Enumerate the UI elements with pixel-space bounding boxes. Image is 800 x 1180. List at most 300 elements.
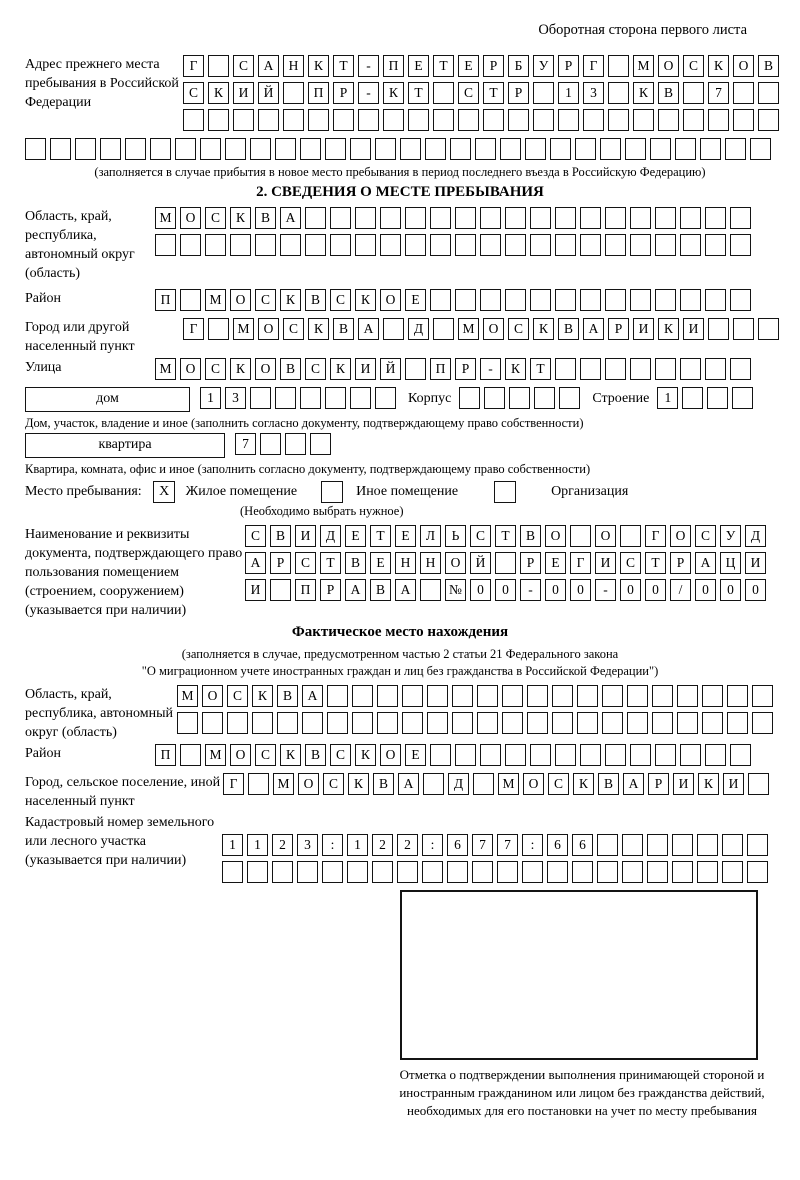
char-box[interactable]: Е [395, 525, 416, 547]
char-box[interactable]: 1 [558, 82, 579, 104]
char-box[interactable] [350, 387, 371, 409]
char-box[interactable] [377, 712, 398, 734]
char-box[interactable]: Е [405, 744, 426, 766]
char-box[interactable]: К [230, 358, 251, 380]
char-box[interactable] [427, 712, 448, 734]
char-box[interactable]: В [270, 525, 291, 547]
char-box[interactable]: О [445, 552, 466, 574]
char-box[interactable] [397, 861, 418, 883]
char-box[interactable] [383, 109, 404, 131]
char-box[interactable] [730, 207, 751, 229]
char-box[interactable] [597, 861, 618, 883]
char-box[interactable] [330, 234, 351, 256]
char-box[interactable] [183, 109, 204, 131]
char-box[interactable]: Г [583, 55, 604, 77]
char-box[interactable] [305, 234, 326, 256]
char-box[interactable] [527, 685, 548, 707]
char-box[interactable] [208, 318, 229, 340]
char-box[interactable]: Р [670, 552, 691, 574]
char-box[interactable]: М [633, 55, 654, 77]
char-box[interactable]: 3 [225, 387, 246, 409]
char-box[interactable] [333, 109, 354, 131]
char-box[interactable]: А [583, 318, 604, 340]
char-box[interactable] [505, 234, 526, 256]
char-box[interactable] [408, 109, 429, 131]
char-box[interactable]: 1 [347, 834, 368, 856]
char-box[interactable] [425, 138, 446, 160]
char-box[interactable] [205, 234, 226, 256]
char-box[interactable] [505, 289, 526, 311]
char-box[interactable]: Г [223, 773, 244, 795]
char-box[interactable]: М [155, 207, 176, 229]
char-box[interactable] [322, 861, 343, 883]
char-box[interactable]: К [573, 773, 594, 795]
char-box[interactable]: И [245, 579, 266, 601]
char-box[interactable]: Р [558, 55, 579, 77]
char-box[interactable] [509, 387, 530, 409]
char-box[interactable] [452, 712, 473, 734]
char-box[interactable] [355, 207, 376, 229]
char-box[interactable] [608, 55, 629, 77]
char-box[interactable] [733, 109, 754, 131]
char-box[interactable]: Г [183, 318, 204, 340]
char-box[interactable] [252, 712, 273, 734]
char-box[interactable]: Т [370, 525, 391, 547]
char-box[interactable] [377, 685, 398, 707]
char-box[interactable] [202, 712, 223, 734]
char-box[interactable]: А [395, 579, 416, 601]
char-box[interactable]: М [458, 318, 479, 340]
char-box[interactable]: 7 [235, 433, 256, 455]
char-box[interactable]: И [723, 773, 744, 795]
char-box[interactable]: С [620, 552, 641, 574]
char-box[interactable] [285, 433, 306, 455]
char-box[interactable] [680, 207, 701, 229]
char-box[interactable] [260, 433, 281, 455]
char-box[interactable]: К [308, 55, 329, 77]
char-box[interactable] [383, 318, 404, 340]
char-box[interactable] [248, 773, 269, 795]
char-box[interactable]: П [155, 289, 176, 311]
char-box[interactable]: К [308, 318, 329, 340]
char-box[interactable] [247, 861, 268, 883]
char-box[interactable]: К [355, 289, 376, 311]
char-box[interactable]: А [245, 552, 266, 574]
char-box[interactable] [630, 234, 651, 256]
char-box[interactable]: К [280, 744, 301, 766]
char-box[interactable]: С [255, 744, 276, 766]
char-box[interactable] [602, 685, 623, 707]
char-box[interactable] [483, 109, 504, 131]
char-box[interactable] [430, 744, 451, 766]
char-box[interactable] [233, 109, 254, 131]
char-box[interactable]: С [330, 744, 351, 766]
char-box[interactable] [530, 289, 551, 311]
char-box[interactable] [405, 207, 426, 229]
char-box[interactable]: 0 [570, 579, 591, 601]
char-box[interactable]: П [295, 579, 316, 601]
char-box[interactable]: У [533, 55, 554, 77]
char-box[interactable] [427, 685, 448, 707]
char-box[interactable] [433, 82, 454, 104]
char-box[interactable] [508, 109, 529, 131]
char-box[interactable]: С [695, 525, 716, 547]
char-box[interactable]: 6 [572, 834, 593, 856]
char-box[interactable] [630, 744, 651, 766]
char-box[interactable]: О [202, 685, 223, 707]
char-box[interactable]: Д [408, 318, 429, 340]
char-box[interactable] [605, 289, 626, 311]
char-box[interactable] [550, 138, 571, 160]
char-box[interactable]: 3 [583, 82, 604, 104]
char-box[interactable] [250, 387, 271, 409]
char-box[interactable] [300, 138, 321, 160]
char-box[interactable] [680, 744, 701, 766]
char-box[interactable] [375, 138, 396, 160]
char-box[interactable]: М [498, 773, 519, 795]
char-box[interactable] [702, 685, 723, 707]
char-box[interactable] [352, 685, 373, 707]
char-box[interactable] [327, 685, 348, 707]
char-box[interactable] [502, 712, 523, 734]
char-box[interactable] [505, 207, 526, 229]
char-box[interactable] [630, 358, 651, 380]
char-box[interactable]: Б [508, 55, 529, 77]
char-box[interactable]: К [698, 773, 719, 795]
char-box[interactable] [433, 109, 454, 131]
char-box[interactable] [225, 138, 246, 160]
char-box[interactable] [605, 207, 626, 229]
char-box[interactable] [258, 109, 279, 131]
char-box[interactable]: Р [455, 358, 476, 380]
char-box[interactable]: К [208, 82, 229, 104]
char-box[interactable] [552, 712, 573, 734]
char-box[interactable]: К [708, 55, 729, 77]
char-box[interactable] [484, 387, 505, 409]
char-box[interactable]: - [358, 82, 379, 104]
char-box[interactable]: 7 [472, 834, 493, 856]
char-box[interactable] [459, 387, 480, 409]
char-box[interactable]: 7 [497, 834, 518, 856]
char-box[interactable]: Р [333, 82, 354, 104]
char-box[interactable] [477, 712, 498, 734]
char-box[interactable] [727, 685, 748, 707]
char-box[interactable]: С [508, 318, 529, 340]
char-box[interactable] [627, 712, 648, 734]
char-box[interactable] [283, 82, 304, 104]
char-box[interactable] [758, 318, 779, 340]
char-box[interactable] [647, 861, 668, 883]
char-box[interactable] [472, 861, 493, 883]
char-box[interactable]: В [658, 82, 679, 104]
char-box[interactable] [250, 138, 271, 160]
char-box[interactable] [683, 82, 704, 104]
char-box[interactable] [680, 234, 701, 256]
char-box[interactable] [722, 861, 743, 883]
char-box[interactable]: М [205, 289, 226, 311]
char-box[interactable] [458, 109, 479, 131]
char-box[interactable] [420, 579, 441, 601]
char-box[interactable]: А [623, 773, 644, 795]
char-box[interactable] [725, 138, 746, 160]
char-box[interactable] [652, 685, 673, 707]
char-box[interactable] [530, 234, 551, 256]
char-box[interactable] [452, 685, 473, 707]
char-box[interactable] [297, 861, 318, 883]
char-box[interactable] [430, 207, 451, 229]
char-box[interactable] [180, 744, 201, 766]
char-box[interactable]: Р [520, 552, 541, 574]
char-box[interactable] [708, 109, 729, 131]
char-box[interactable]: Т [408, 82, 429, 104]
char-box[interactable] [572, 861, 593, 883]
char-box[interactable]: О [523, 773, 544, 795]
char-box[interactable]: 0 [620, 579, 641, 601]
char-box[interactable]: В [598, 773, 619, 795]
char-box[interactable]: Е [458, 55, 479, 77]
char-box[interactable] [125, 138, 146, 160]
char-box[interactable]: Г [570, 552, 591, 574]
char-box[interactable]: С [323, 773, 344, 795]
char-box[interactable]: М [233, 318, 254, 340]
char-box[interactable]: К [348, 773, 369, 795]
char-box[interactable]: А [280, 207, 301, 229]
char-box[interactable]: С [245, 525, 266, 547]
char-box[interactable] [697, 861, 718, 883]
char-box[interactable]: И [233, 82, 254, 104]
char-box[interactable] [402, 712, 423, 734]
char-box[interactable]: С [330, 289, 351, 311]
char-box[interactable]: А [398, 773, 419, 795]
char-box[interactable] [305, 207, 326, 229]
char-box[interactable]: К [280, 289, 301, 311]
char-box[interactable] [630, 207, 651, 229]
char-box[interactable]: - [480, 358, 501, 380]
char-box[interactable]: О [298, 773, 319, 795]
char-box[interactable]: М [155, 358, 176, 380]
char-box[interactable] [300, 387, 321, 409]
char-box[interactable] [175, 138, 196, 160]
char-box[interactable] [605, 358, 626, 380]
char-box[interactable] [100, 138, 121, 160]
char-box[interactable] [430, 289, 451, 311]
char-box[interactable] [455, 207, 476, 229]
char-box[interactable] [352, 712, 373, 734]
char-box[interactable] [627, 685, 648, 707]
char-box[interactable] [283, 109, 304, 131]
char-box[interactable]: О [658, 55, 679, 77]
char-box[interactable] [150, 138, 171, 160]
char-box[interactable]: И [595, 552, 616, 574]
char-box[interactable] [559, 387, 580, 409]
char-box[interactable]: И [295, 525, 316, 547]
char-box[interactable]: Г [645, 525, 666, 547]
char-box[interactable]: 0 [720, 579, 741, 601]
char-box[interactable]: А [302, 685, 323, 707]
char-box[interactable] [647, 834, 668, 856]
char-box[interactable] [705, 744, 726, 766]
char-box[interactable]: 0 [695, 579, 716, 601]
char-box[interactable] [350, 138, 371, 160]
char-box[interactable]: 1 [200, 387, 221, 409]
char-box[interactable]: О [483, 318, 504, 340]
char-box[interactable]: Й [380, 358, 401, 380]
char-box[interactable]: И [355, 358, 376, 380]
char-box[interactable]: Р [608, 318, 629, 340]
char-box[interactable]: Н [395, 552, 416, 574]
char-box[interactable]: К [230, 207, 251, 229]
char-box[interactable]: 7 [708, 82, 729, 104]
char-box[interactable]: В [305, 744, 326, 766]
char-box[interactable]: В [280, 358, 301, 380]
char-box[interactable] [400, 138, 421, 160]
char-box[interactable] [730, 744, 751, 766]
char-box[interactable] [558, 109, 579, 131]
char-box[interactable] [372, 861, 393, 883]
char-box[interactable]: С [470, 525, 491, 547]
char-box[interactable]: Г [183, 55, 204, 77]
char-box[interactable] [527, 712, 548, 734]
char-box[interactable] [405, 358, 426, 380]
char-box[interactable] [230, 234, 251, 256]
char-box[interactable]: К [383, 82, 404, 104]
char-box[interactable]: П [430, 358, 451, 380]
char-box[interactable] [255, 234, 276, 256]
char-box[interactable]: Р [270, 552, 291, 574]
char-box[interactable]: Р [483, 55, 504, 77]
char-box[interactable] [748, 773, 769, 795]
char-box[interactable] [180, 234, 201, 256]
char-box[interactable] [455, 744, 476, 766]
char-box[interactable] [177, 712, 198, 734]
char-box[interactable]: С [548, 773, 569, 795]
char-box[interactable] [605, 234, 626, 256]
char-box[interactable] [732, 387, 753, 409]
char-box[interactable]: 3 [297, 834, 318, 856]
char-box[interactable]: Е [405, 289, 426, 311]
char-box[interactable]: О [180, 358, 201, 380]
char-box[interactable] [455, 234, 476, 256]
char-box[interactable] [208, 109, 229, 131]
char-box[interactable]: В [277, 685, 298, 707]
char-box[interactable] [555, 358, 576, 380]
char-box[interactable] [358, 109, 379, 131]
char-box[interactable] [577, 685, 598, 707]
char-box[interactable]: К [330, 358, 351, 380]
char-box[interactable]: О [595, 525, 616, 547]
char-box[interactable] [622, 834, 643, 856]
char-box[interactable]: Т [495, 525, 516, 547]
char-box[interactable] [697, 834, 718, 856]
char-box[interactable] [733, 82, 754, 104]
char-box[interactable] [652, 712, 673, 734]
char-box[interactable]: М [177, 685, 198, 707]
char-box[interactable]: Д [448, 773, 469, 795]
char-box[interactable]: С [227, 685, 248, 707]
char-box[interactable]: Р [508, 82, 529, 104]
char-box[interactable] [533, 109, 554, 131]
char-box[interactable]: Р [648, 773, 669, 795]
char-box[interactable] [602, 712, 623, 734]
char-box[interactable]: Ц [720, 552, 741, 574]
char-box[interactable]: В [345, 552, 366, 574]
char-box[interactable]: С [683, 55, 704, 77]
char-box[interactable]: О [230, 289, 251, 311]
char-box[interactable] [705, 234, 726, 256]
char-box[interactable]: С [283, 318, 304, 340]
char-box[interactable] [727, 712, 748, 734]
char-box[interactable] [330, 207, 351, 229]
char-box[interactable]: № [445, 579, 466, 601]
char-box[interactable]: О [230, 744, 251, 766]
char-box[interactable]: - [520, 579, 541, 601]
char-box[interactable]: 6 [547, 834, 568, 856]
char-box[interactable]: К [355, 744, 376, 766]
char-box[interactable] [577, 712, 598, 734]
char-box[interactable] [430, 234, 451, 256]
char-box[interactable]: Е [345, 525, 366, 547]
checkbox-residential[interactable]: X [153, 481, 175, 503]
char-box[interactable] [275, 387, 296, 409]
char-box[interactable] [227, 712, 248, 734]
char-box[interactable]: К [658, 318, 679, 340]
char-box[interactable] [630, 289, 651, 311]
char-box[interactable] [655, 358, 676, 380]
char-box[interactable]: 6 [447, 834, 468, 856]
char-box[interactable] [758, 109, 779, 131]
char-box[interactable]: В [305, 289, 326, 311]
char-box[interactable] [155, 234, 176, 256]
char-box[interactable] [752, 712, 773, 734]
char-box[interactable]: К [252, 685, 273, 707]
char-box[interactable]: В [558, 318, 579, 340]
char-box[interactable] [275, 138, 296, 160]
char-box[interactable]: / [670, 579, 691, 601]
char-box[interactable]: О [380, 289, 401, 311]
char-box[interactable] [700, 138, 721, 160]
char-box[interactable]: Т [530, 358, 551, 380]
char-box[interactable] [658, 109, 679, 131]
char-box[interactable] [655, 234, 676, 256]
char-box[interactable] [530, 207, 551, 229]
char-box[interactable] [447, 861, 468, 883]
char-box[interactable] [280, 234, 301, 256]
char-box[interactable]: 2 [397, 834, 418, 856]
char-box[interactable]: Т [433, 55, 454, 77]
char-box[interactable] [580, 289, 601, 311]
char-box[interactable] [580, 207, 601, 229]
char-box[interactable] [747, 834, 768, 856]
char-box[interactable] [625, 138, 646, 160]
char-box[interactable] [552, 685, 573, 707]
char-box[interactable] [705, 289, 726, 311]
char-box[interactable]: Е [370, 552, 391, 574]
char-box[interactable] [477, 685, 498, 707]
char-box[interactable] [75, 138, 96, 160]
char-box[interactable] [620, 525, 641, 547]
char-box[interactable]: В [373, 773, 394, 795]
char-box[interactable]: 0 [495, 579, 516, 601]
char-box[interactable]: К [533, 318, 554, 340]
char-box[interactable]: Д [320, 525, 341, 547]
char-box[interactable] [570, 525, 591, 547]
char-box[interactable] [272, 861, 293, 883]
char-box[interactable]: А [695, 552, 716, 574]
char-box[interactable]: А [258, 55, 279, 77]
char-box[interactable]: О [380, 744, 401, 766]
char-box[interactable] [677, 712, 698, 734]
char-box[interactable]: Н [283, 55, 304, 77]
